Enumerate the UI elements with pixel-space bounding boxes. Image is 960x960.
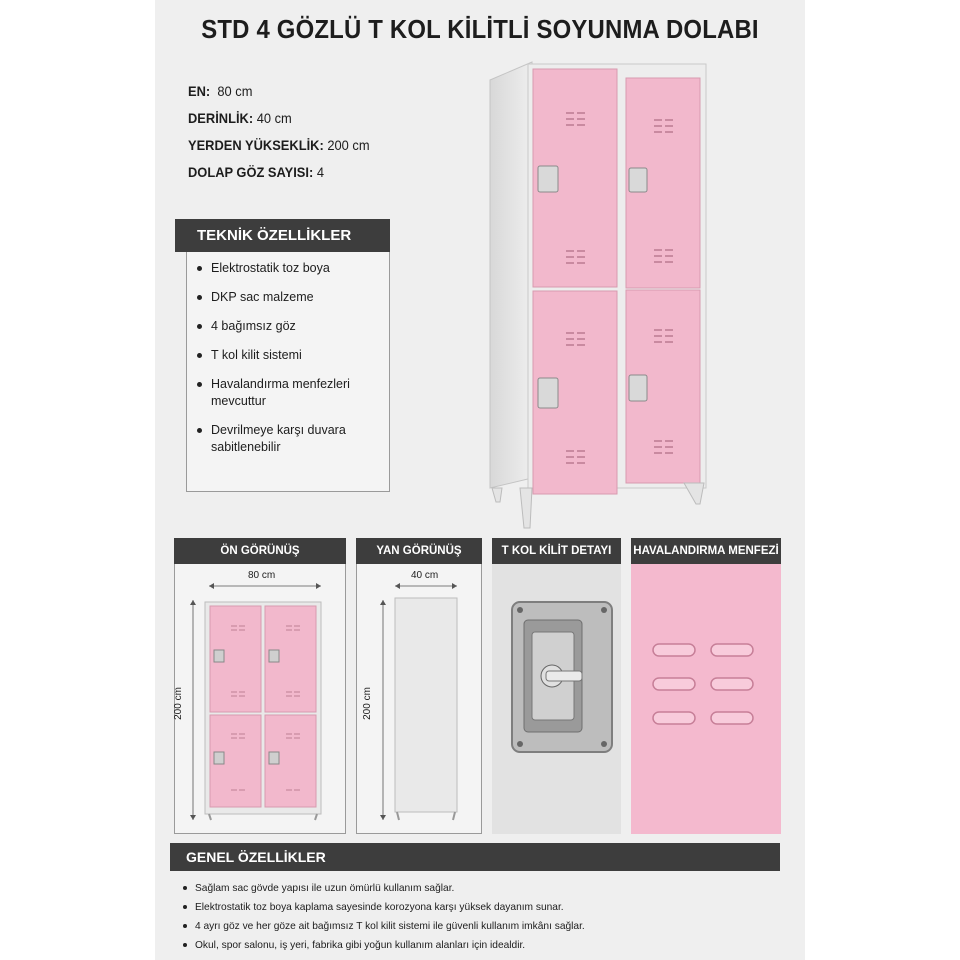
height-dimension: 200 cm bbox=[361, 687, 373, 720]
list-item: DKP sac malzeme bbox=[197, 289, 371, 306]
front-view-panel bbox=[174, 564, 346, 834]
locker-doors bbox=[533, 69, 700, 494]
general-heading: GENEL ÖZELLİKLER bbox=[170, 843, 780, 871]
lock-detail-panel bbox=[492, 564, 621, 834]
technical-heading: TEKNİK ÖZELLİKLER bbox=[175, 219, 390, 252]
vent-grille-icon bbox=[631, 564, 781, 834]
list-item: T kol kilit sistemi bbox=[197, 347, 371, 364]
list-item: Havalandırma menfezleri mevcuttur bbox=[197, 376, 371, 410]
front-view-heading: ÖN GÖRÜNÜŞ bbox=[174, 538, 346, 564]
page-title: STD 4 GÖZLÜ T KOL KİLİTLİ SOYUNMA DOLABI bbox=[201, 14, 759, 44]
height-dimension: 200 cm bbox=[172, 687, 184, 720]
list-item: 4 bağımsız göz bbox=[197, 318, 371, 335]
list-item: 4 ayrı göz ve her göze ait bağımsız T kol kilit sistemi ile güvenli kullanım imkânı sağlar. bbox=[183, 917, 585, 936]
technical-box bbox=[186, 252, 390, 492]
side-view-panel bbox=[356, 564, 482, 834]
spec-list bbox=[188, 78, 370, 186]
locker-product-image bbox=[484, 58, 714, 536]
list-item: Sağlam sac gövde yapısı ile uzun ömürlü kullanım sağlar. bbox=[183, 879, 585, 898]
general-list bbox=[183, 879, 585, 955]
list-item: Devrilmeye karşı duvara sabitlenebilir bbox=[197, 422, 371, 456]
spec-compartments: DOLAP GÖZ SAYISI: 4 bbox=[188, 164, 325, 180]
vent-detail-heading: HAVALANDIRMA MENFEZİ bbox=[631, 538, 781, 564]
width-dimension: 80 cm bbox=[248, 570, 276, 581]
spec-height: YERDEN YÜKSEKLİK: 200 cm bbox=[188, 137, 370, 153]
spec-depth: DERİNLİK: 40 cm bbox=[188, 110, 292, 126]
list-item: Okul, spor salonu, iş yeri, fabrika gibi yoğun kullanım alanları için idealdir. bbox=[183, 936, 585, 955]
list-item: Elektrostatik toz boya kaplama sayesinde korozyona karşı yüksek dayanım sunar. bbox=[183, 898, 585, 917]
lock-detail-heading: T KOL KİLİT DETAYI bbox=[492, 538, 621, 564]
list-item: Elektrostatik toz boya bbox=[197, 260, 371, 277]
depth-dimension: 40 cm bbox=[411, 570, 439, 581]
spec-width: EN: 80 cm bbox=[188, 83, 253, 99]
side-view-heading: YAN GÖRÜNÜŞ bbox=[356, 538, 482, 564]
t-handle-lock-icon bbox=[492, 564, 621, 834]
vent-detail-panel bbox=[631, 564, 781, 834]
